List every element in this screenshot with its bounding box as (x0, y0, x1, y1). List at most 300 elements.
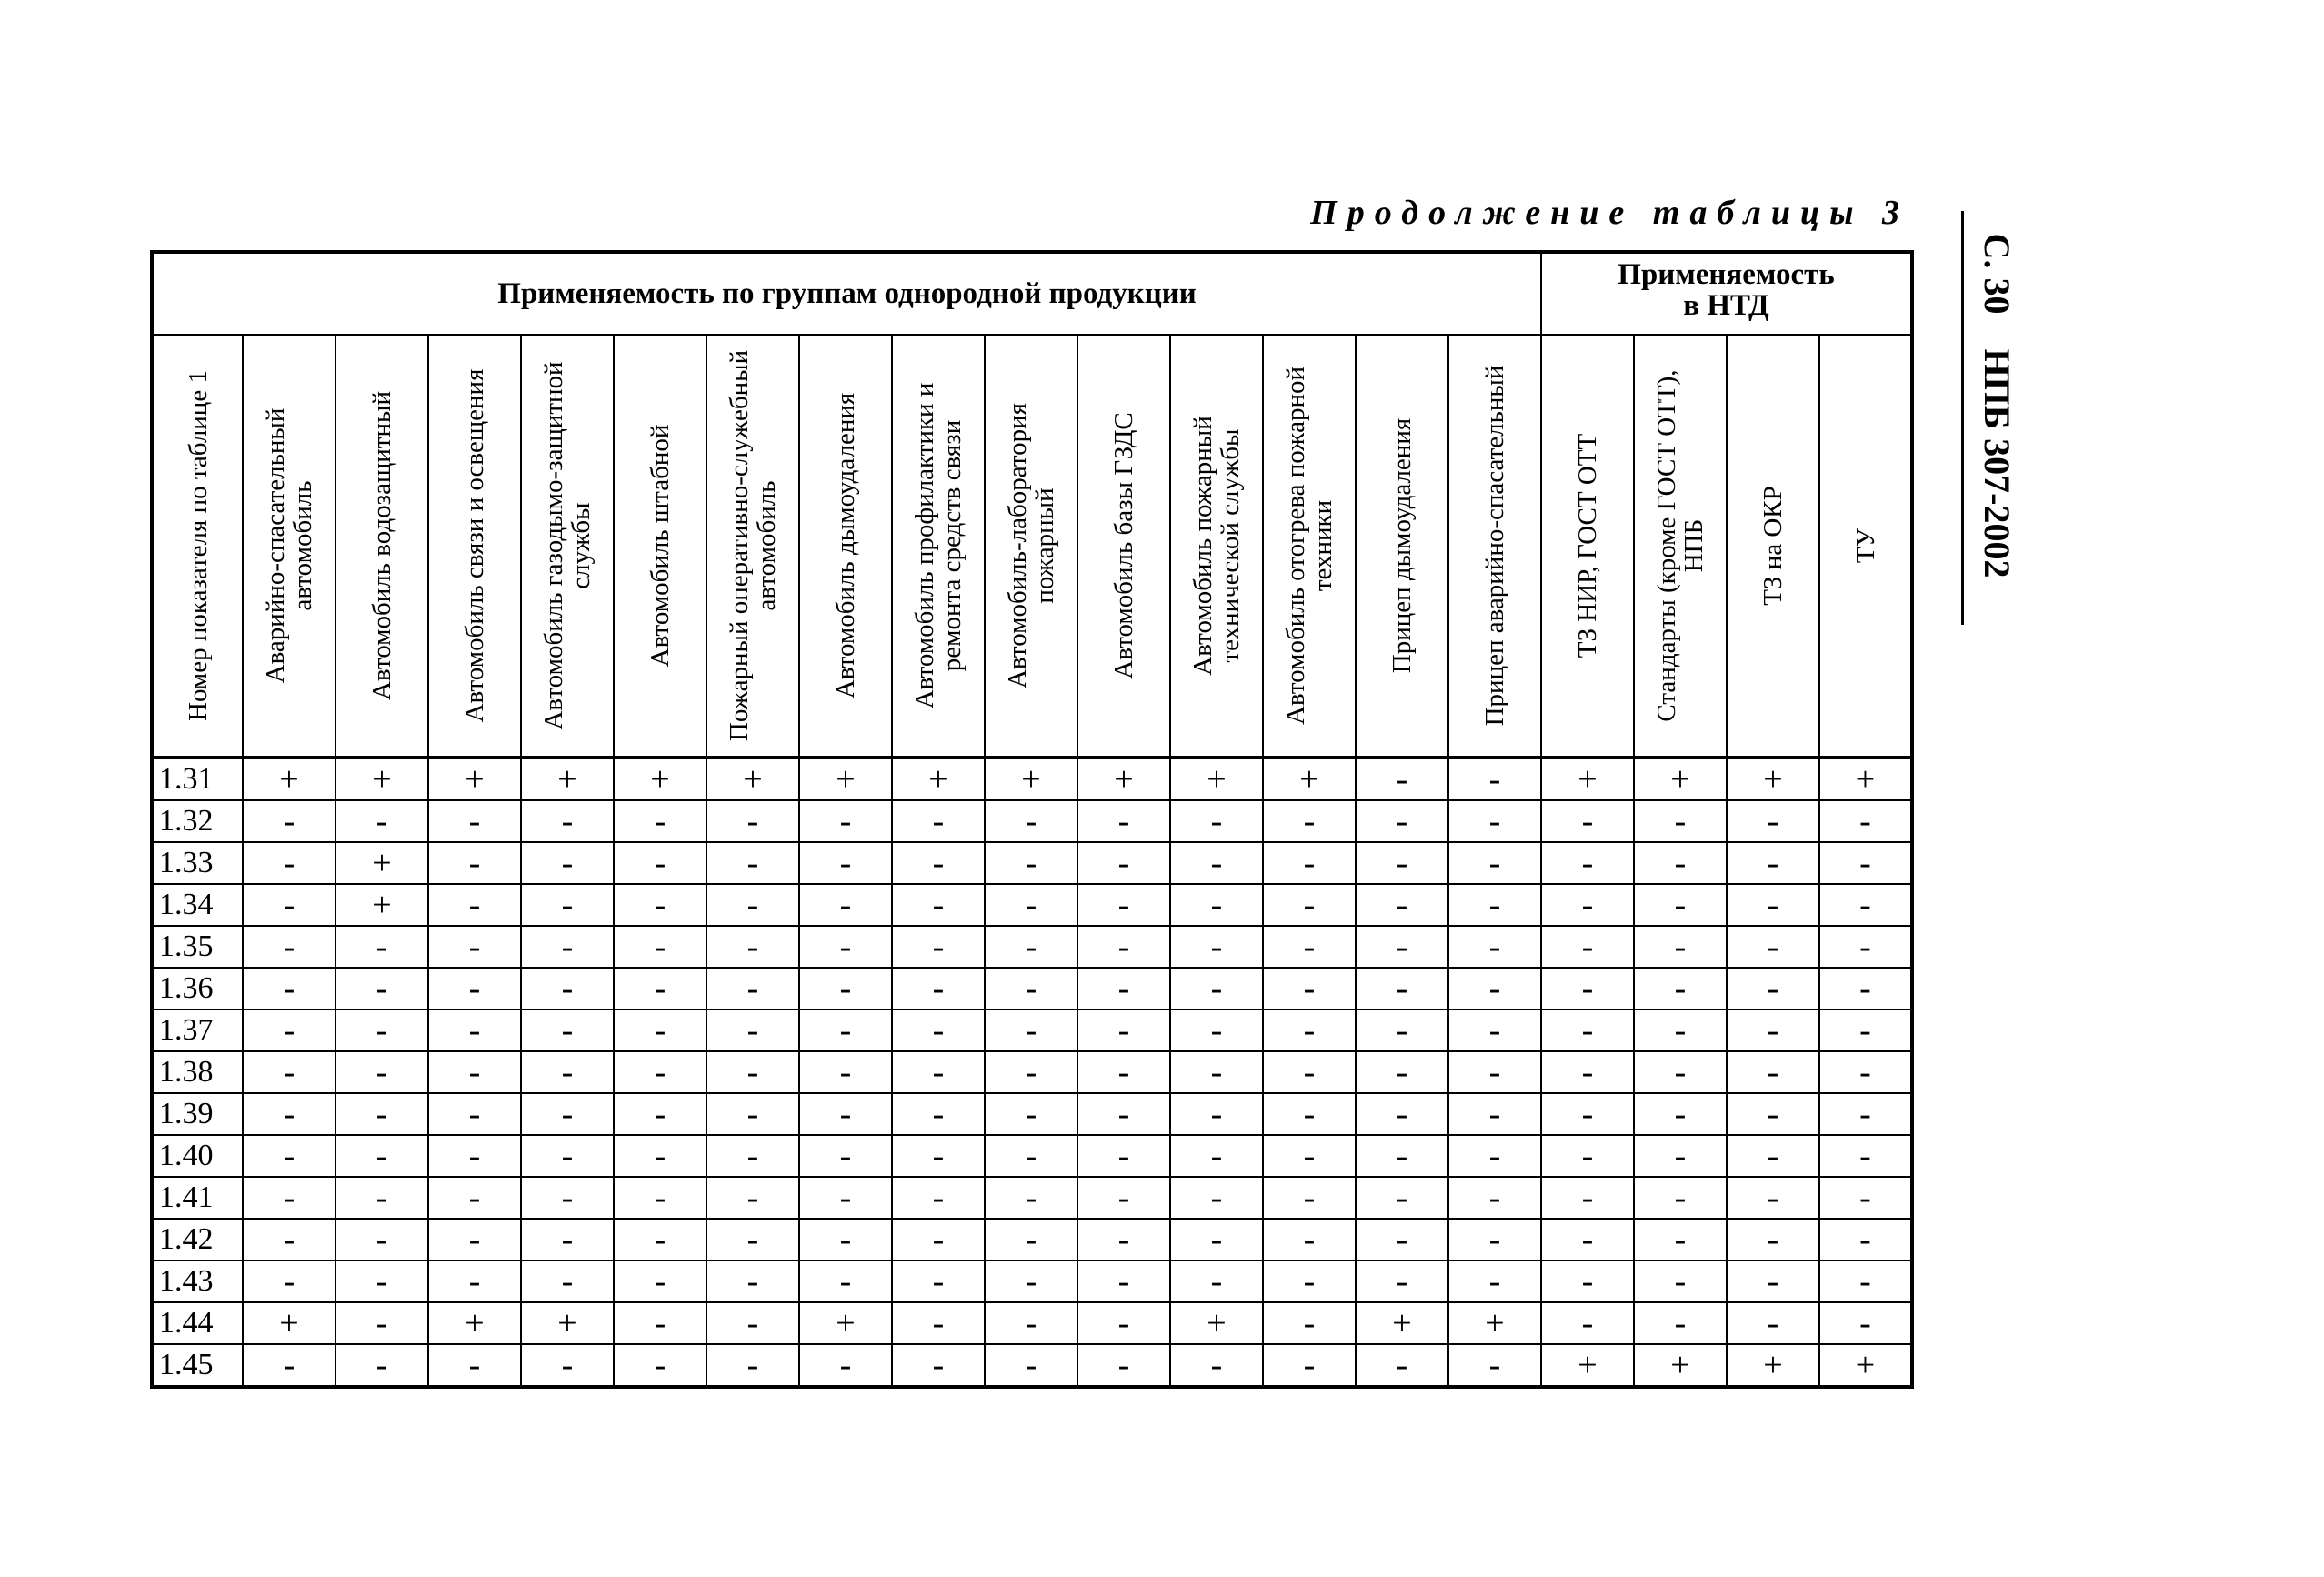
applicability-cell: - (892, 1302, 985, 1344)
applicability-cell: - (706, 800, 799, 842)
column-header-label: Автомобиль штабной (646, 424, 675, 668)
applicability-cell: - (1634, 1219, 1727, 1261)
applicability-cell: - (1077, 926, 1170, 968)
column-header (1819, 335, 1912, 758)
table-row (152, 968, 1912, 1009)
applicability-cell: - (1356, 1093, 1448, 1135)
applicability-cell: - (799, 1093, 892, 1135)
table-row (152, 1344, 1912, 1387)
applicability-cell: - (1819, 926, 1912, 968)
applicability-cell: - (985, 1344, 1077, 1387)
applicability-cell: + (1727, 1344, 1819, 1387)
column-header (892, 335, 985, 758)
applicability-cell: - (1541, 1261, 1634, 1302)
row-number-cell: 1.36 (152, 968, 243, 1009)
applicability-cell: - (706, 842, 799, 884)
page-side-header (1947, 200, 2047, 646)
applicability-cell: - (1077, 1344, 1170, 1387)
applicability-cell: - (614, 842, 706, 884)
applicability-cell: - (243, 842, 336, 884)
applicability-cell: - (336, 1009, 428, 1051)
applicability-cell: - (1263, 1093, 1356, 1135)
applicability-cell: - (1819, 1177, 1912, 1219)
applicability-cell: - (1170, 1344, 1263, 1387)
applicability-cell: - (1077, 1135, 1170, 1177)
column-header-label: Прицеп аварийно-спасательный (1480, 365, 1509, 727)
row-number-cell: 1.43 (152, 1261, 243, 1302)
group-header-products: Применяемость по группам однородной продукции (152, 252, 1541, 335)
applicability-cell: - (892, 1051, 985, 1093)
applicability-cell: - (1541, 884, 1634, 926)
applicability-cell: - (1634, 842, 1727, 884)
applicability-cell: - (521, 926, 614, 968)
applicability-cell: - (1541, 926, 1634, 968)
applicability-cell: + (1170, 758, 1263, 800)
row-number-cell: 1.41 (152, 1177, 243, 1219)
applicability-cell: - (428, 800, 521, 842)
applicability-cell: - (892, 1093, 985, 1135)
row-number-cell: 1.44 (152, 1302, 243, 1344)
applicability-cell: - (1634, 1302, 1727, 1344)
applicability-cell: - (1448, 1093, 1541, 1135)
column-header (243, 335, 336, 758)
applicability-cell: - (1263, 800, 1356, 842)
applicability-cell: - (1448, 1219, 1541, 1261)
row-number-cell: 1.33 (152, 842, 243, 884)
applicability-cell: - (892, 1135, 985, 1177)
applicability-cell: - (243, 800, 336, 842)
applicability-cell: - (706, 1344, 799, 1387)
applicability-cell: - (1448, 842, 1541, 884)
applicability-cell: + (243, 1302, 336, 1344)
applicability-cell: - (1819, 968, 1912, 1009)
applicability-cell: + (799, 1302, 892, 1344)
applicability-cell: - (706, 1261, 799, 1302)
column-header (336, 335, 428, 758)
applicability-cell: - (243, 884, 336, 926)
applicability-cell: - (1727, 1302, 1819, 1344)
applicability-cell: + (336, 758, 428, 800)
applicability-cell: - (243, 1261, 336, 1302)
applicability-cell: - (799, 842, 892, 884)
applicability-cell: + (1727, 758, 1819, 800)
applicability-cell: - (1356, 1177, 1448, 1219)
applicability-cell: - (1170, 1009, 1263, 1051)
column-header-label: Автомобиль дымоудаления (831, 392, 860, 699)
applicability-cell: - (614, 1344, 706, 1387)
applicability-cell: + (521, 1302, 614, 1344)
applicability-cell: - (799, 968, 892, 1009)
applicability-cell: - (892, 842, 985, 884)
document-code: НПБ 307-2002 (1977, 348, 2018, 578)
applicability-cell: - (1634, 1093, 1727, 1135)
applicability-cell: - (706, 884, 799, 926)
column-header (799, 335, 892, 758)
applicability-cell: - (521, 968, 614, 1009)
applicability-cell: - (1077, 1219, 1170, 1261)
applicability-cell: + (1819, 758, 1912, 800)
table-body (152, 758, 1912, 1387)
applicability-cell: + (892, 758, 985, 800)
applicability-cell: - (243, 968, 336, 1009)
applicability-cell: - (1263, 1302, 1356, 1344)
column-header-label: Автомобиль отогрева пожарной техники (1281, 366, 1337, 726)
column-header (1634, 335, 1727, 758)
applicability-cell: + (1356, 1302, 1448, 1344)
applicability-cell: - (1541, 1177, 1634, 1219)
applicability-cell: - (985, 884, 1077, 926)
column-header (985, 335, 1077, 758)
applicability-cell: - (799, 1135, 892, 1177)
row-number-cell: 1.45 (152, 1344, 243, 1387)
applicability-cell: - (1356, 842, 1448, 884)
applicability-cell: + (1263, 758, 1356, 800)
table-row (152, 842, 1912, 884)
applicability-cell: - (428, 1219, 521, 1261)
applicability-cell: - (336, 968, 428, 1009)
applicability-cell: - (243, 1344, 336, 1387)
applicability-cell: - (336, 926, 428, 968)
applicability-cell: - (428, 1009, 521, 1051)
applicability-cell: - (1170, 926, 1263, 968)
applicability-cell: - (336, 1135, 428, 1177)
applicability-cell: - (1448, 1344, 1541, 1387)
table-row (152, 1219, 1912, 1261)
column-header-label: Автомобиль связи и освещения (460, 368, 489, 723)
column-header-label: ТЗ НИР, ГОСТ ОТТ (1573, 433, 1602, 658)
table-row (152, 884, 1912, 926)
applicability-cell: - (243, 1051, 336, 1093)
applicability-cell: + (614, 758, 706, 800)
applicability-cell: - (336, 800, 428, 842)
applicability-cell: - (985, 842, 1077, 884)
applicability-cell: - (1263, 884, 1356, 926)
applicability-cell: + (1448, 1302, 1541, 1344)
applicability-cell: - (1541, 1051, 1634, 1093)
applicability-cell: - (336, 1219, 428, 1261)
applicability-cell: - (1727, 1051, 1819, 1093)
row-number-cell: 1.34 (152, 884, 243, 926)
applicability-cell: + (1170, 1302, 1263, 1344)
row-number-cell: 1.42 (152, 1219, 243, 1261)
applicability-cell: - (428, 968, 521, 1009)
applicability-cell: - (1634, 1009, 1727, 1051)
applicability-cell: - (428, 1135, 521, 1177)
applicability-cell: - (521, 1261, 614, 1302)
applicability-cell: - (799, 1177, 892, 1219)
applicability-cell: - (336, 1344, 428, 1387)
group-header-ntd (1541, 252, 1912, 335)
applicability-cell: - (799, 926, 892, 968)
applicability-cell: - (1263, 1344, 1356, 1387)
applicability-cell: - (336, 1093, 428, 1135)
applicability-cell: - (1170, 1177, 1263, 1219)
applicability-cell: - (985, 1009, 1077, 1051)
applicability-cell: - (799, 800, 892, 842)
applicability-cell: - (1170, 842, 1263, 884)
applicability-cell: - (706, 1051, 799, 1093)
applicability-cell: - (1727, 1135, 1819, 1177)
applicability-cell: - (985, 1135, 1077, 1177)
applicability-cell: - (1077, 1093, 1170, 1135)
applicability-cell: - (1727, 968, 1819, 1009)
applicability-cell: + (428, 758, 521, 800)
column-header-label: ТЗ на ОКР (1758, 486, 1788, 606)
applicability-cell: - (1541, 1302, 1634, 1344)
applicability-cell: - (1356, 1051, 1448, 1093)
table-row (152, 926, 1912, 968)
applicability-cell: - (1727, 1219, 1819, 1261)
column-header (521, 335, 614, 758)
applicability-cell: - (1448, 1009, 1541, 1051)
applicability-cell: - (1263, 1051, 1356, 1093)
column-header-label: Автомобиль водозащитный (367, 391, 396, 701)
applicability-cell: - (1263, 1009, 1356, 1051)
applicability-cell: - (1356, 758, 1448, 800)
applicability-cell: - (614, 1051, 706, 1093)
applicability-cell: - (614, 1261, 706, 1302)
table-row (152, 1093, 1912, 1135)
applicability-cell: - (892, 926, 985, 968)
applicability-cell: - (521, 1177, 614, 1219)
applicability-cell: - (521, 1093, 614, 1135)
applicability-cell: - (799, 1051, 892, 1093)
applicability-cell: - (1819, 1302, 1912, 1344)
applicability-cell: - (614, 800, 706, 842)
applicability-cell: - (521, 842, 614, 884)
applicability-cell: - (1356, 1261, 1448, 1302)
applicability-cell: - (614, 884, 706, 926)
page-number: С. 30 (1977, 233, 2018, 315)
applicability-cell: - (336, 1051, 428, 1093)
applicability-cell: + (1819, 1344, 1912, 1387)
applicability-cell: - (706, 926, 799, 968)
applicability-cell: - (706, 1219, 799, 1261)
applicability-cell: - (892, 1177, 985, 1219)
applicability-cell: + (1541, 758, 1634, 800)
applicability-cell: - (1727, 884, 1819, 926)
column-header-label: Аварийно-спасательный автомобиль (261, 407, 317, 684)
applicability-cell: - (1170, 800, 1263, 842)
applicability-cell: - (1356, 926, 1448, 968)
applicability-cell: - (1819, 1051, 1912, 1093)
column-header (614, 335, 706, 758)
applicability-cell: + (1541, 1344, 1634, 1387)
applicability-cell: - (892, 800, 985, 842)
applicability-cell: - (985, 926, 1077, 968)
applicability-cell: + (336, 842, 428, 884)
applicability-cell: - (1727, 1261, 1819, 1302)
table-continuation-caption: Продолжение таблицы 3 (1310, 194, 1909, 232)
applicability-cell: - (892, 1009, 985, 1051)
row-number-cell: 1.37 (152, 1009, 243, 1051)
applicability-cell: - (1448, 1051, 1541, 1093)
applicability-cell: + (985, 758, 1077, 800)
applicability-cell: - (1819, 1219, 1912, 1261)
applicability-cell: - (1356, 968, 1448, 1009)
column-header-label: Автомобиль-лаборатория пожарный (1003, 403, 1059, 689)
column-header-label: ТУ (1850, 527, 1880, 564)
applicability-cell: - (1541, 1135, 1634, 1177)
applicability-cell: - (614, 1302, 706, 1344)
applicability-cell: - (243, 1093, 336, 1135)
applicability-cell: - (1448, 926, 1541, 968)
applicability-cell: - (1541, 1093, 1634, 1135)
applicability-cell: + (336, 884, 428, 926)
applicability-cell: - (1634, 800, 1727, 842)
column-header (1077, 335, 1170, 758)
applicability-cell: - (1541, 842, 1634, 884)
applicability-cell: - (706, 1135, 799, 1177)
row-number-cell: 1.31 (152, 758, 243, 800)
applicability-cell: - (428, 1093, 521, 1135)
table-row (152, 800, 1912, 842)
applicability-cell: - (1727, 842, 1819, 884)
applicability-cell: - (1356, 1344, 1448, 1387)
applicability-cell: - (1077, 1177, 1170, 1219)
applicability-table (150, 250, 1914, 1389)
applicability-cell: + (706, 758, 799, 800)
table-row (152, 758, 1912, 800)
applicability-cell: - (243, 1177, 336, 1219)
applicability-cell: - (1634, 1135, 1727, 1177)
applicability-cell: - (799, 1219, 892, 1261)
group-header-ntd-line1: Применяемость (1618, 258, 1835, 291)
column-header (1356, 335, 1448, 758)
applicability-cell: - (614, 1219, 706, 1261)
column-header (1263, 335, 1356, 758)
applicability-cell: - (428, 1344, 521, 1387)
column-header-label: Пожарный оперативно-служебный автомобиль (725, 349, 781, 742)
applicability-cell: - (1077, 1051, 1170, 1093)
applicability-cell: - (1727, 926, 1819, 968)
applicability-cell: - (1170, 1051, 1263, 1093)
applicability-cell: - (428, 842, 521, 884)
column-header-label: Прицеп дымоудаления (1387, 417, 1417, 674)
applicability-cell: - (1727, 1093, 1819, 1135)
applicability-cell: - (706, 1093, 799, 1135)
applicability-cell: - (985, 1261, 1077, 1302)
applicability-cell: - (985, 1302, 1077, 1344)
applicability-cell: - (985, 1051, 1077, 1093)
applicability-cell: - (614, 1009, 706, 1051)
applicability-cell: - (1077, 1261, 1170, 1302)
column-header-label: Автомобиль пожарный технической службы (1188, 416, 1245, 676)
table-row (152, 1261, 1912, 1302)
applicability-cell: - (892, 1261, 985, 1302)
applicability-cell: - (243, 1135, 336, 1177)
applicability-cell: - (1263, 1219, 1356, 1261)
applicability-cell: - (706, 968, 799, 1009)
applicability-cell: - (1448, 1135, 1541, 1177)
applicability-cell: - (1170, 1093, 1263, 1135)
applicability-cell: - (1356, 1135, 1448, 1177)
applicability-cell: - (1077, 1009, 1170, 1051)
applicability-cell: - (428, 884, 521, 926)
applicability-cell: - (799, 884, 892, 926)
applicability-cell: - (1263, 842, 1356, 884)
applicability-cell: + (243, 758, 336, 800)
applicability-cell: - (799, 1344, 892, 1387)
applicability-cell: - (1077, 800, 1170, 842)
applicability-cell: - (614, 1093, 706, 1135)
applicability-cell: - (1170, 1219, 1263, 1261)
applicability-cell: - (243, 926, 336, 968)
applicability-cell: - (1263, 1135, 1356, 1177)
applicability-cell: - (243, 1009, 336, 1051)
group-header-ntd-line2: в НТД (1683, 289, 1769, 322)
applicability-cell: - (1819, 842, 1912, 884)
applicability-cell: - (892, 1344, 985, 1387)
page-side-header-text (1977, 234, 2017, 613)
column-header-label: Автомобиль базы ГЗДС (1109, 412, 1138, 679)
applicability-cell: - (521, 1219, 614, 1261)
applicability-cell: - (1634, 884, 1727, 926)
applicability-cell: - (614, 1177, 706, 1219)
applicability-cell: - (614, 1135, 706, 1177)
applicability-cell: - (706, 1302, 799, 1344)
applicability-cell: - (521, 800, 614, 842)
applicability-cell: - (1263, 1261, 1356, 1302)
applicability-cell: - (706, 1009, 799, 1051)
applicability-cell: + (799, 758, 892, 800)
applicability-cell: - (1356, 1009, 1448, 1051)
column-header (1448, 335, 1541, 758)
applicability-cell: + (1634, 758, 1727, 800)
applicability-cell: - (336, 1261, 428, 1302)
applicability-cell: - (428, 1177, 521, 1219)
applicability-cell: - (1541, 968, 1634, 1009)
applicability-cell: - (1448, 758, 1541, 800)
applicability-cell: - (521, 1009, 614, 1051)
applicability-cell: - (1634, 1051, 1727, 1093)
column-header-row (152, 335, 1912, 758)
row-number-cell: 1.38 (152, 1051, 243, 1093)
applicability-cell: - (985, 1219, 1077, 1261)
applicability-cell: - (1356, 1219, 1448, 1261)
applicability-cell: - (1819, 800, 1912, 842)
row-number-cell: 1.32 (152, 800, 243, 842)
column-header (1727, 335, 1819, 758)
applicability-cell: + (428, 1302, 521, 1344)
applicability-cell: - (1170, 884, 1263, 926)
applicability-cell: - (1448, 800, 1541, 842)
applicability-cell: - (1170, 968, 1263, 1009)
applicability-cell: - (1727, 1177, 1819, 1219)
applicability-cell: - (1077, 968, 1170, 1009)
applicability-cell: - (799, 1009, 892, 1051)
applicability-cell: - (1170, 1261, 1263, 1302)
applicability-cell: - (1448, 1177, 1541, 1219)
applicability-cell: - (892, 1219, 985, 1261)
row-number-cell: 1.40 (152, 1135, 243, 1177)
applicability-cell: - (1541, 800, 1634, 842)
column-header (428, 335, 521, 758)
applicability-cell: - (428, 1261, 521, 1302)
applicability-cell: - (985, 1093, 1077, 1135)
applicability-cell: - (1263, 968, 1356, 1009)
column-header (706, 335, 799, 758)
applicability-cell: - (521, 884, 614, 926)
applicability-cell: - (1356, 884, 1448, 926)
applicability-cell: + (521, 758, 614, 800)
applicability-cell: - (1727, 1009, 1819, 1051)
applicability-cell: - (1634, 1177, 1727, 1219)
applicability-cell: - (614, 926, 706, 968)
applicability-cell: - (521, 1051, 614, 1093)
applicability-cell: - (1170, 1135, 1263, 1177)
table-row (152, 1135, 1912, 1177)
